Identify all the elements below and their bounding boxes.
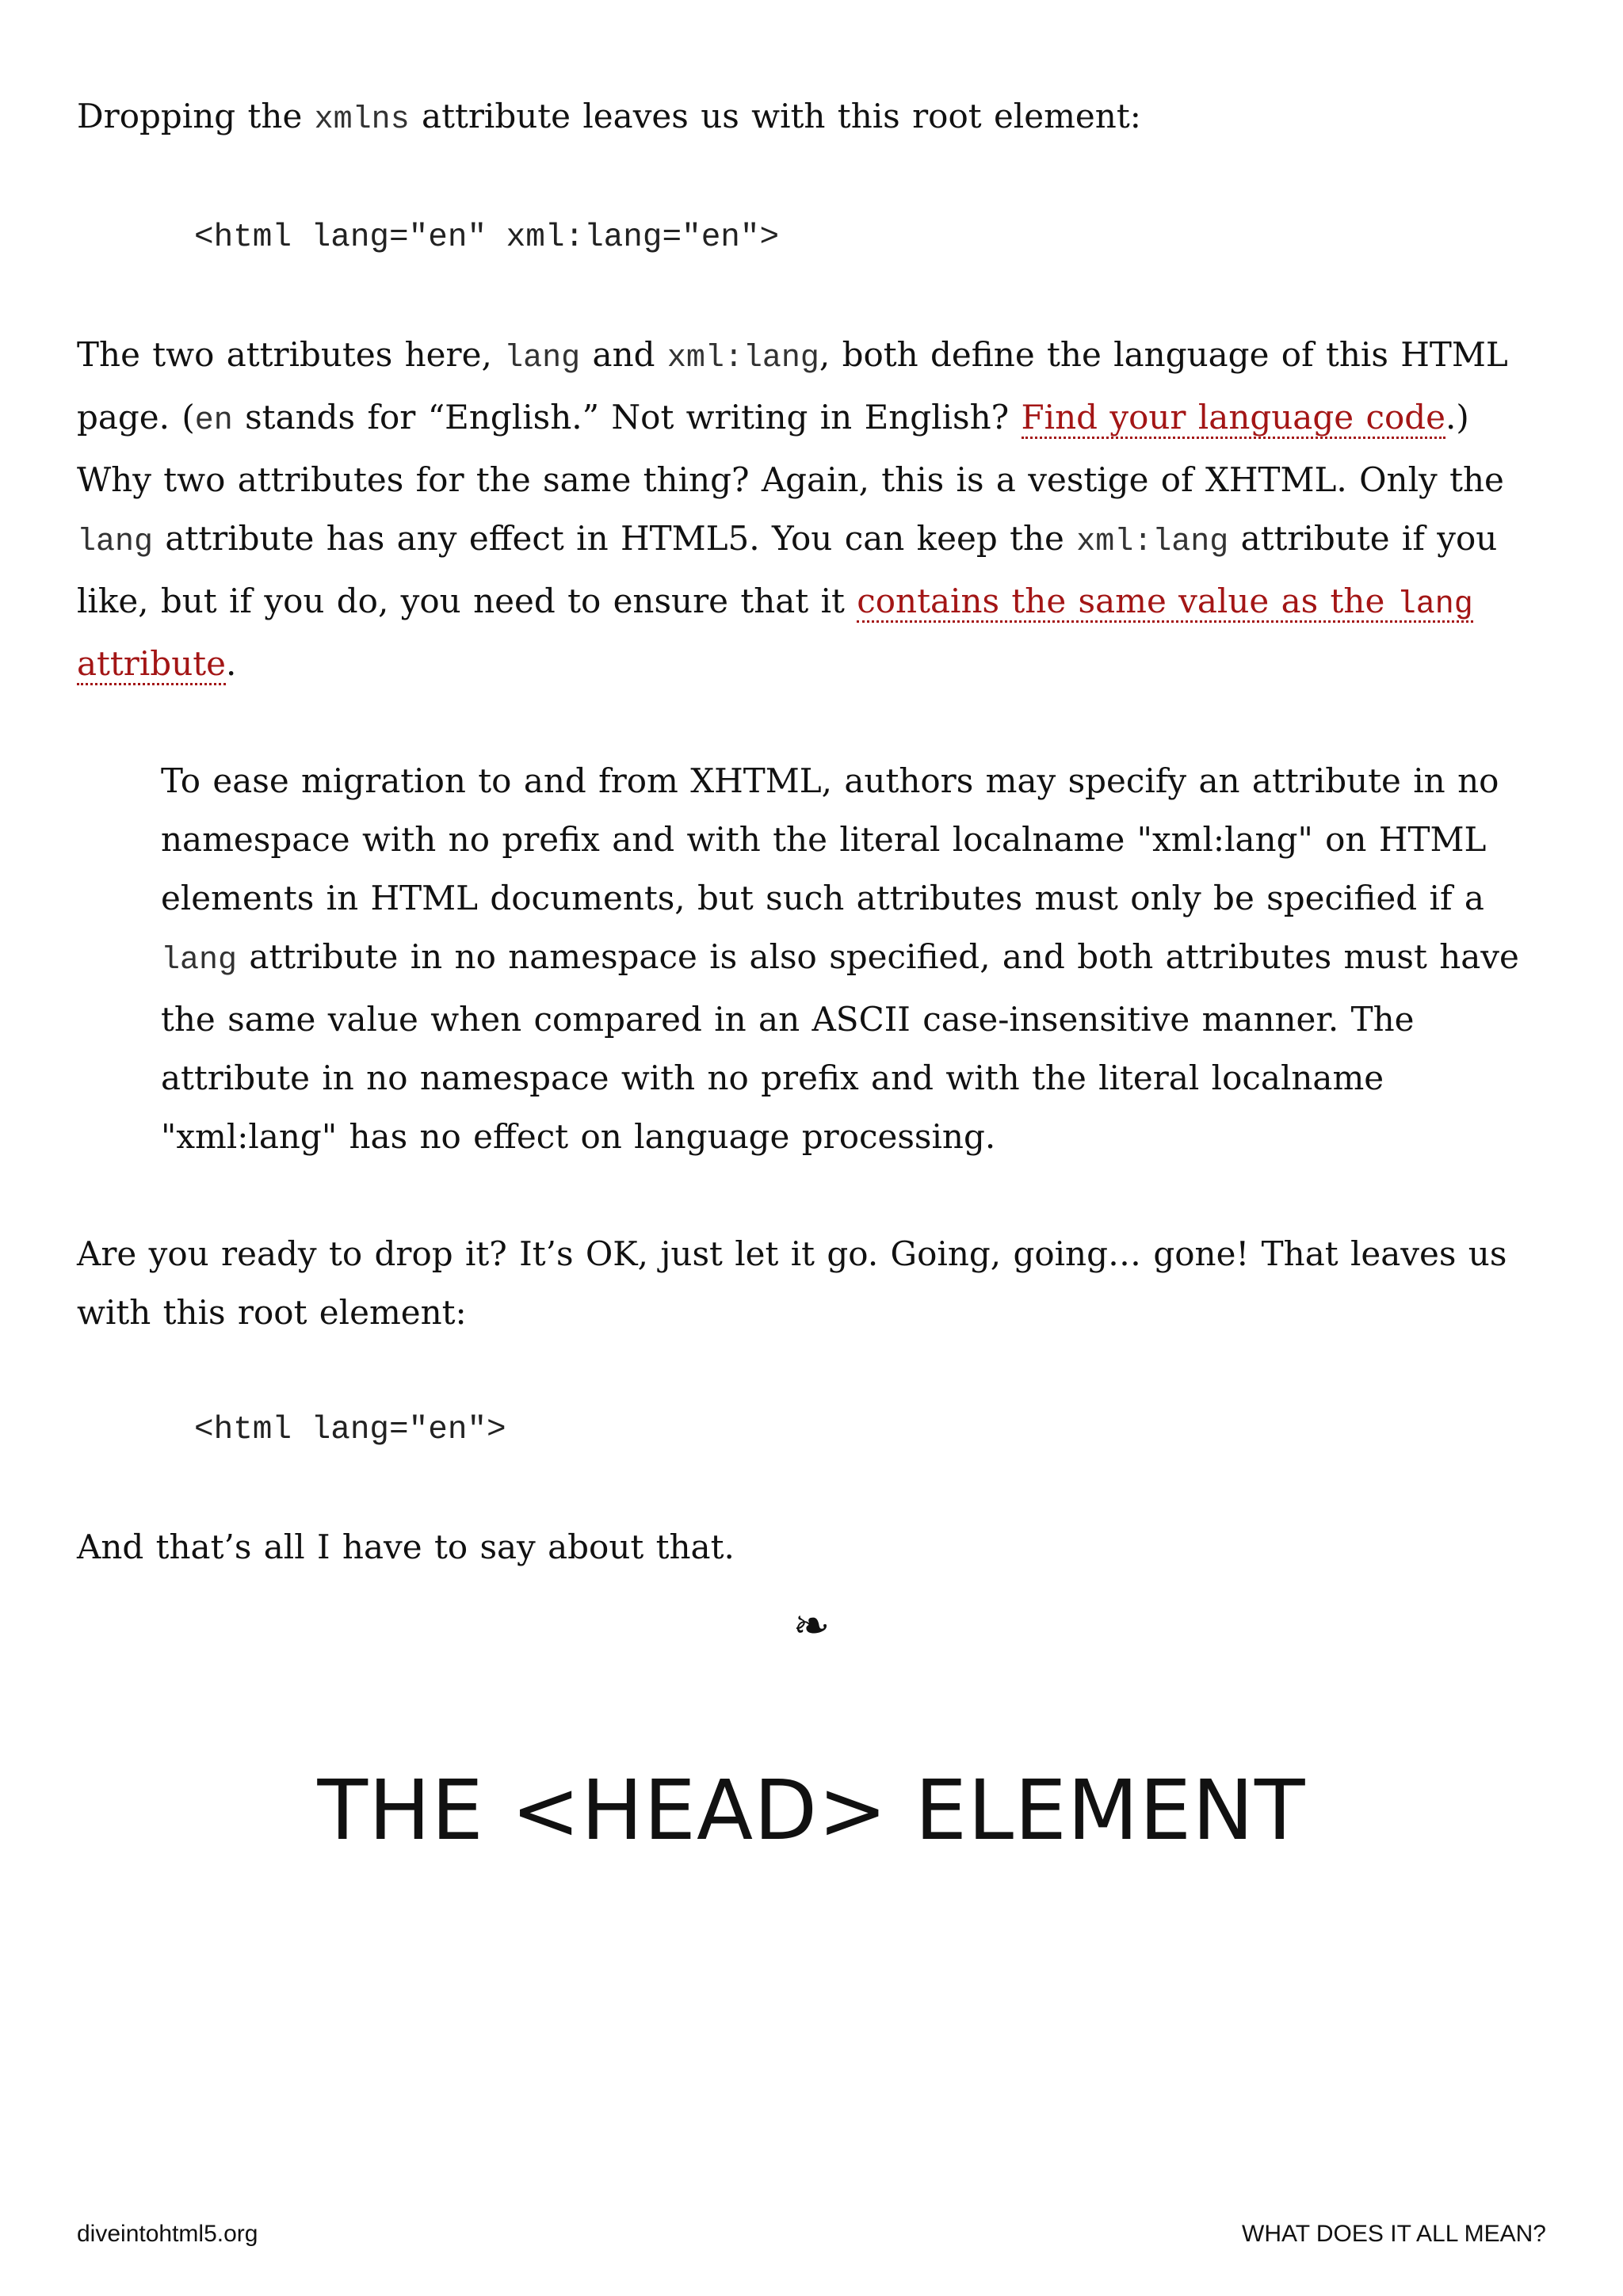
code-lang: lang: [504, 341, 581, 376]
quote-code-lang: lang: [161, 943, 238, 978]
paragraph-2-text-7: attribute if you like, but if you do, you need to ensure that it: [77, 519, 1498, 620]
paragraph-two-attributes: [77, 326, 1547, 693]
article-body: [77, 87, 1547, 1635]
code-xml-lang: xml:lang: [666, 341, 819, 376]
paragraph-2-text-5: .) Why two attributes for the same thing? Again, this is a vestige of XHTML. Only the: [77, 398, 1504, 499]
spec-quote: [161, 752, 1540, 1166]
link-2-text-before: contains the same value as the: [857, 582, 1397, 620]
section-heading: THE <HEAD> ELEMENT: [317, 1762, 1306, 1859]
code-xml-lang-2: xml:lang: [1076, 524, 1229, 560]
code-en: en: [194, 403, 233, 439]
link-2-text-after: attribute: [77, 644, 226, 683]
paragraph-2-text-2: and: [580, 335, 667, 374]
fleuron-ornament: ❧: [792, 1600, 831, 1652]
code-lang-2: lang: [77, 524, 154, 560]
paragraph-thats-all: And that’s all I have to say about that.: [77, 1527, 735, 1566]
paragraph-2-text-4: stands for “English.” Not writing in English?: [232, 398, 1022, 437]
paragraph-1-text-after: attribute leaves us with this root element:: [409, 97, 1141, 135]
code-block-html-lang-xmllang: <html lang="en" xml:lang="en">: [194, 219, 780, 256]
paragraph-1-text-before: Dropping the: [77, 97, 315, 135]
paragraph-2-text-8: .: [225, 644, 237, 683]
paragraph-2-text-1: The two attributes here,: [77, 335, 505, 374]
paragraph-2-text-3: , both define the language of this HTML page. (: [77, 335, 1508, 437]
quote-text-1: To ease migration to and from XHTML, authors may specify an attribute in no namespace with no prefix and with the literal localname "xml:lang" on HTML elements in HTML documents, but such attributes must only be specified if a: [161, 761, 1499, 917]
paragraph-dropping-xmlns: [77, 87, 1547, 150]
quote-text-2: attribute in no namespace is also specified, and both attributes must have the same value when compared in an ASCII case-insensitive manner. The attribute in no namespace with no prefix and with the literal localname "xml:lang" has no effect on language processing.: [161, 937, 1519, 1156]
find-language-code-link[interactable]: Find your language code: [1022, 398, 1446, 439]
paragraph-2-text-6: attribute has any effect in HTML5. You can keep the: [153, 519, 1077, 558]
code-block-html-lang: <html lang="en">: [194, 1412, 506, 1448]
link-2-code-lang: lang: [1396, 587, 1473, 623]
footer-site-name: diveintohtml5.org: [77, 2221, 258, 2247]
code-xmlns: xmlns: [314, 102, 410, 138]
paragraph-drop-it: Are you ready to drop it? It’s OK, just let it go. Going, going… gone! That leaves us with this root element:: [77, 1234, 1507, 1332]
footer-chapter-title: WHAT DOES IT ALL MEAN?: [1242, 2221, 1546, 2247]
